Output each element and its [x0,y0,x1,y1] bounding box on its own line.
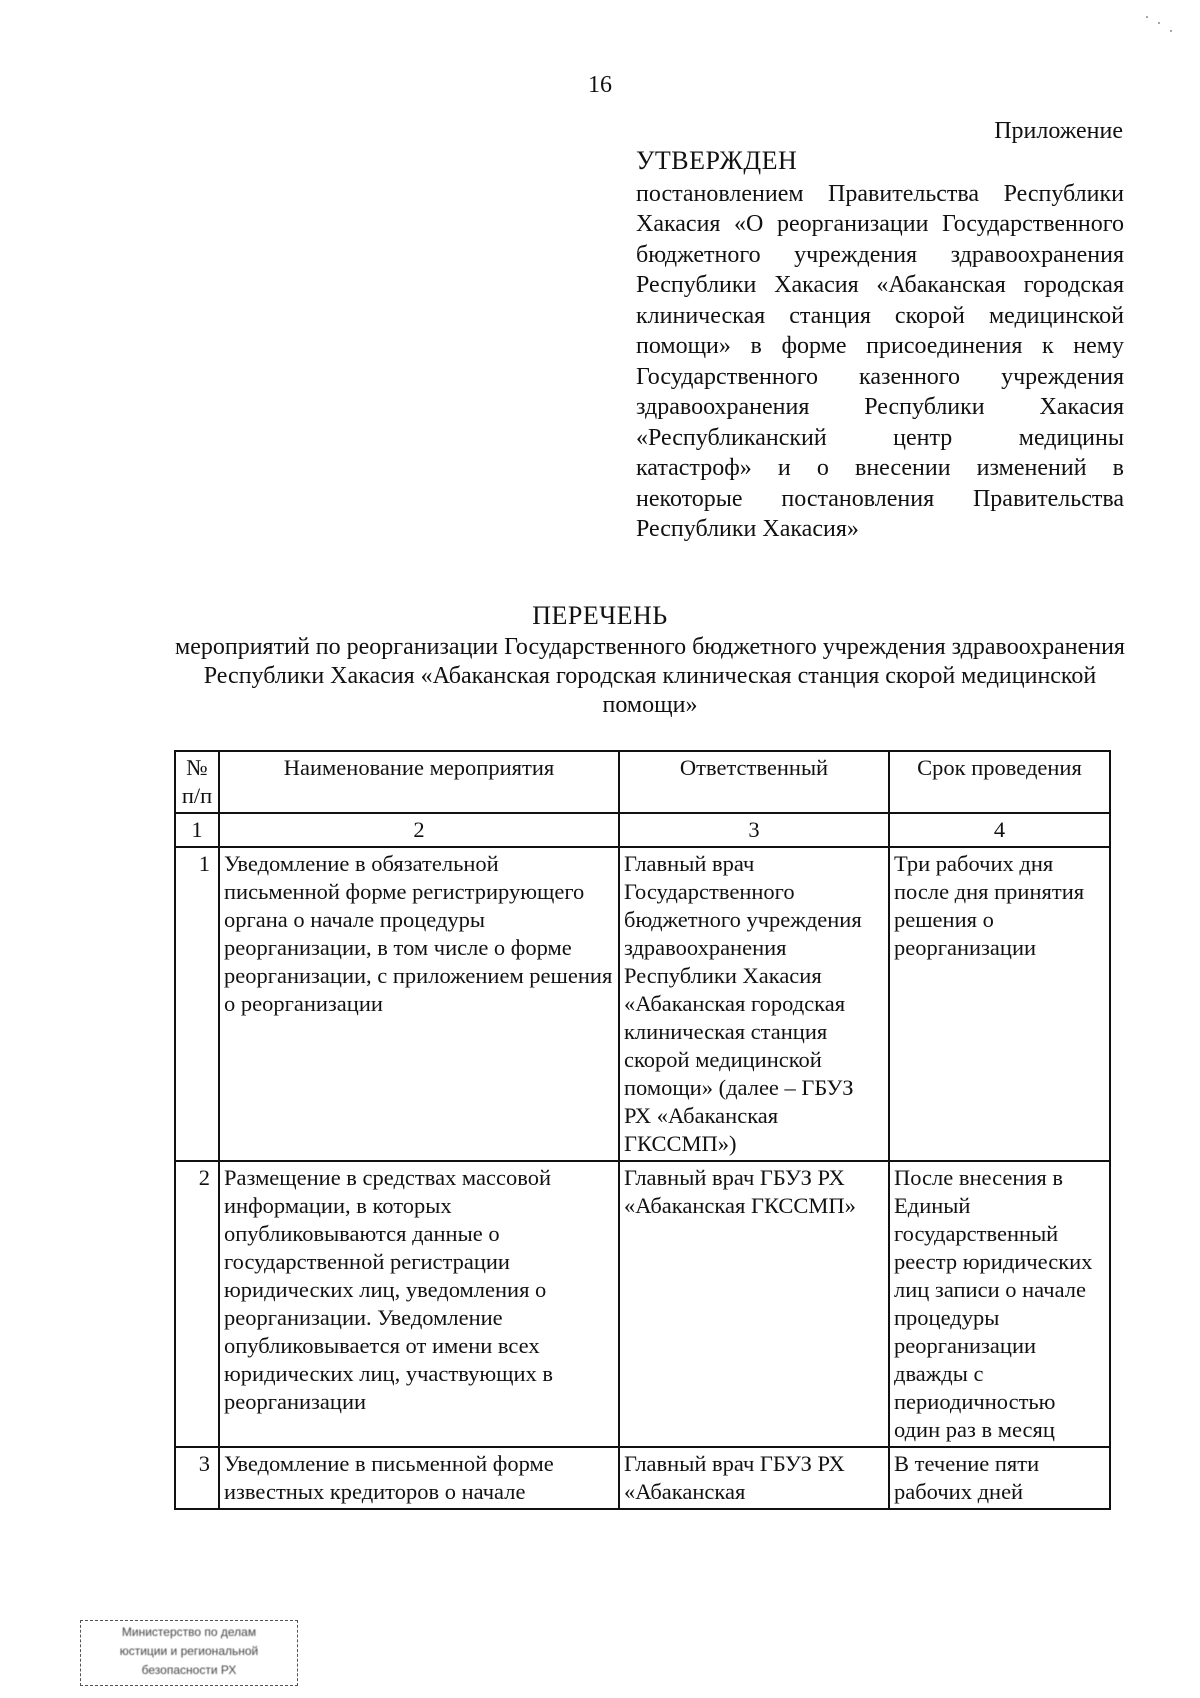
measure-name: Уведомление в письменной форме известных кредиторов о начале [219,1447,619,1509]
header-responsible: Ответственный [619,751,889,813]
column-number: 4 [889,813,1110,847]
column-number: 3 [619,813,889,847]
header-measure-name: Наименование мероприятия [219,751,619,813]
annex-label: Приложение [994,118,1123,144]
header-number: № п/п [175,751,219,813]
column-number: 1 [175,813,219,847]
approval-heading: УТВЕРЖДЕН [636,146,798,175]
ministry-stamp [80,1620,298,1686]
approval-text: постановлением Правительства Республики Хакасия «О реорганизации Государственного бюджетного учреждения здравоохранения Республики Хакасия «Абаканская городская клиническая станция скорой медицинской помощи» в форме присоединения к нему Государственного казенного учреждения здравоохранения Республики Хакасия «Республиканский центр медицины катастроф» и о внесении изменений в некоторые постановления Правительства Республики Хакасия» [636,180,1124,542]
measure-name: Размещение в средствах массовой информации, в которых опубликовываются данные о государственной регистрации юридических лиц, уведомления о реорганизации. Уведомление опубликовывается от имени всех юридических лиц, участвующих в реорганизации [219,1161,619,1447]
table-row [175,1447,1110,1509]
term: После внесения в Единый государственный реестр юридических лиц записи о начале процедуры реорганизации дважды с периодичностью один раз в месяц [889,1161,1110,1447]
responsible: Главный врач ГБУЗ РХ «Абаканская ГКССМП» [619,1161,889,1447]
scan-speck [1170,30,1172,32]
term: В течение пяти рабочих дней [889,1447,1110,1509]
scan-speck [1146,16,1148,18]
row-number: 2 [175,1161,219,1447]
responsible: Главный врач ГБУЗ РХ «Абаканская [619,1447,889,1509]
column-number: 2 [219,813,619,847]
approval-block [636,146,1124,545]
measure-name: Уведомление в обязательной письменной форме регистрирующего органа о начале процедуры реорганизации, в том числе о форме реорганизации, с приложением решения о реорганизации [219,847,619,1161]
measures-table [174,750,1111,1510]
term: Три рабочих дня после дня принятия решения о реорганизации [889,847,1110,1161]
document-title: ПЕРЕЧЕНЬ [532,601,668,630]
row-number: 1 [175,847,219,1161]
table-row [175,847,1110,1161]
page-number: 16 [588,72,612,98]
table-row [175,1161,1110,1447]
header-term: Срок проведения [889,751,1110,813]
stamp-line: юстиции и региональной [119,1644,259,1658]
stamp-line: Министерство по делам [121,1625,257,1639]
responsible: Главный врач Государственного бюджетного учреждения здравоохранения Республики Хакасия «Абаканская городская клиническая станция скорой медицинской помощи» (далее – ГБУЗ РХ «Абаканская ГКССМП») [619,847,889,1161]
stamp-line: безопасности РХ [141,1663,237,1677]
scan-speck [1158,22,1160,24]
row-number: 3 [175,1447,219,1509]
document-subtitle: мероприятий по реорганизации Государственного бюджетного учреждения здравоохранения Республики Хакасия «Абаканская городская клиническая станция скорой медицинской помощи» [175,634,1125,718]
table-header-row [175,751,1110,813]
column-numbers-row [175,813,1110,847]
